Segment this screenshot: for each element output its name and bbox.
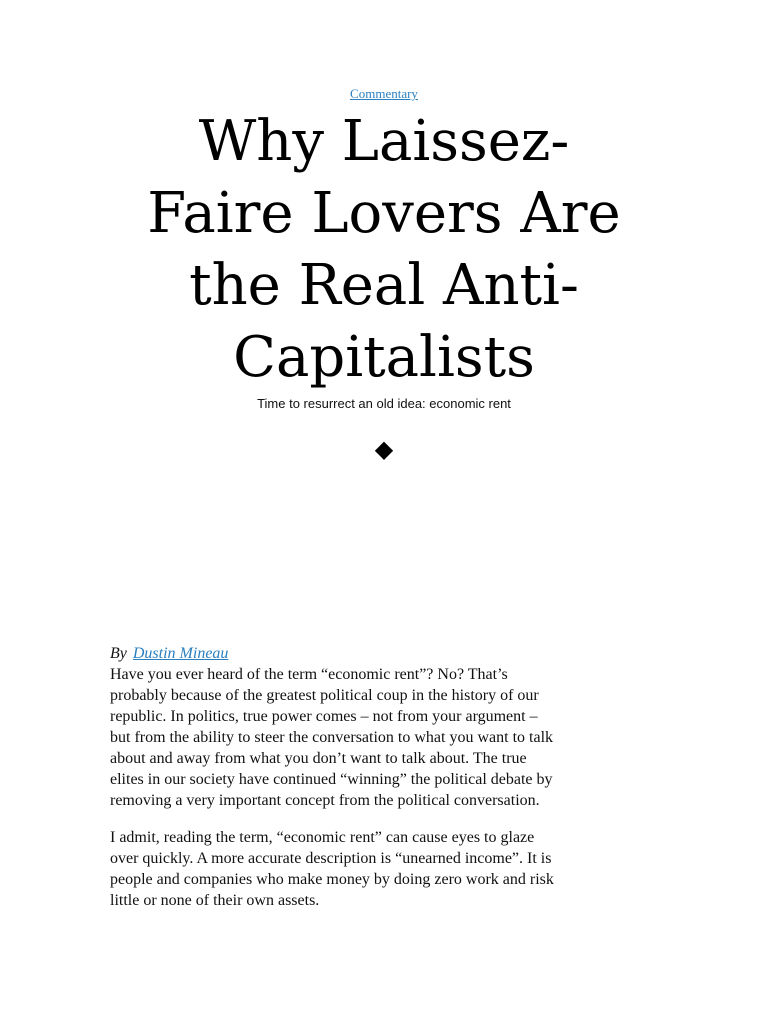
article-title <box>84 106 684 394</box>
paragraph-line: but from the ability to steer the conversation to what you want to talk <box>110 729 554 746</box>
paragraph-line: I admit, reading the term, “economic rent” can cause eyes to glaze <box>110 829 535 846</box>
article-body <box>110 643 670 911</box>
paragraph-line: Have you ever heard of the term “economic rent”? No? That’s <box>110 666 508 683</box>
article-subtitle: Time to resurrect an old idea: economic rent <box>257 396 511 411</box>
paragraph-line: republic. In politics, true power comes – not from your argument – <box>110 708 538 725</box>
paragraph-line: about and away from what you don’t want to talk about. The true <box>110 750 527 767</box>
title-line: the Real Anti- <box>189 253 579 318</box>
paragraph-line: over quickly. A more accurate description is “unearned income”. It is <box>110 850 552 867</box>
diamond-ornament-icon: ◆ <box>374 435 394 463</box>
paragraph-line: probably because of the greatest political coup in the history of our <box>110 687 539 704</box>
byline <box>110 643 670 664</box>
paragraph <box>110 664 670 811</box>
title-line: Faire Lovers Are <box>147 181 621 246</box>
paragraph-line: elites in our society have continued “winning” the political debate by <box>110 771 553 788</box>
category-link[interactable]: Commentary <box>350 86 418 101</box>
paragraph-line: people and companies who make money by doing zero work and risk <box>110 871 554 888</box>
paragraph <box>110 827 670 911</box>
author-link[interactable]: Dustin Mineau <box>132 645 229 662</box>
paragraph-line: removing a very important concept from the political conversation. <box>110 792 540 809</box>
byline-prefix: By <box>110 645 127 662</box>
paragraph-line: little or none of their own assets. <box>110 892 320 909</box>
title-line: Capitalists <box>233 325 535 390</box>
title-line: Why Laissez- <box>198 109 570 174</box>
